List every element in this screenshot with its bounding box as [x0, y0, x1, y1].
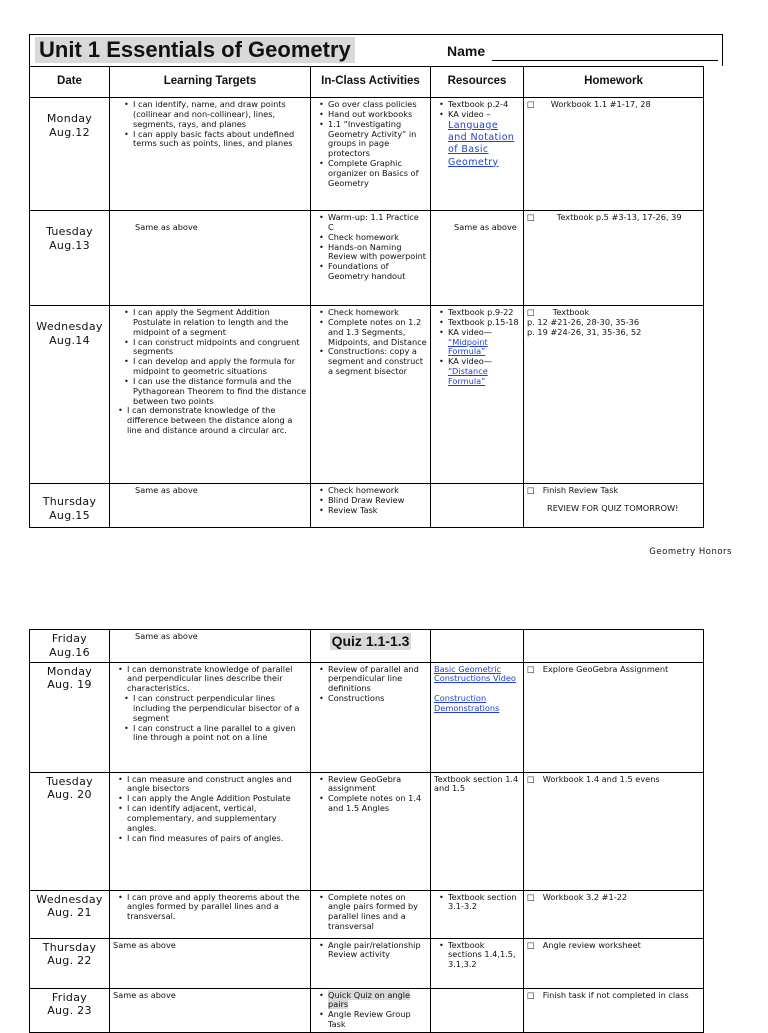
homework-text: Explore GeoGebra Assignment — [542, 663, 669, 674]
activities-cell — [311, 630, 431, 663]
list-item: • I can identify adjacent, vertical, complementary, and supplementary angles. — [127, 804, 307, 834]
activities-cell — [311, 662, 431, 772]
learning-targets-cell — [110, 484, 311, 528]
highlighted-activity: Quick Quiz on angle pairs — [328, 989, 411, 1010]
homework-cell — [524, 484, 704, 528]
table-row — [30, 772, 704, 890]
schedule-table-week2 — [29, 629, 704, 1033]
homework-cell — [524, 211, 704, 306]
learning-targets-cell — [110, 890, 311, 938]
list-item: • Review of parallel and perpendicular line definitions — [328, 665, 427, 695]
list-item: • I can apply basic facts about undefined terms such as points, lines, and planes — [133, 130, 307, 150]
learning-targets-cell — [110, 306, 311, 484]
activities-cell — [311, 306, 431, 484]
table-row — [30, 662, 704, 772]
table-row — [30, 988, 704, 1032]
list-item: • I can find measures of pairs of angles. — [127, 834, 307, 844]
checkbox-icon: □ — [527, 989, 535, 1000]
homework-text: Workbook 3.2 #1-22 — [542, 891, 628, 902]
day-date: Aug. 21 — [47, 906, 92, 920]
footer-course-name: Geometry Honors — [649, 547, 732, 557]
resources-cell — [431, 211, 524, 306]
checkbox-icon: □ — [527, 99, 535, 109]
homework-cell — [524, 772, 704, 890]
learning-targets-cell — [110, 772, 311, 890]
homework-text: p. 12 #21-26, 28-30, 35-36 — [527, 316, 640, 327]
day-name: Thursday — [42, 494, 97, 508]
day-name: Thursday — [42, 940, 97, 954]
checkbox-icon: □ — [527, 773, 535, 784]
list-item: • I can construct a line parallel to a given line through a point not on a line — [133, 724, 307, 744]
list-item: • Constructions: copy a segment and construct a segment bisector — [328, 347, 427, 377]
video-link[interactable]: Language and Notation of Basic Geometry — [448, 119, 515, 168]
day-date: Aug.13 — [49, 238, 90, 252]
homework-text: Angle review worksheet — [542, 939, 641, 950]
list-item: • I can use the distance formula and the Pythagorean Theorem to find the distance between two points — [133, 377, 307, 407]
learning-targets-cell — [110, 662, 311, 772]
list-item: • Angle Review Group Task — [328, 1010, 427, 1030]
homework-cell — [524, 306, 704, 484]
day-name: Wednesday — [36, 320, 103, 333]
list-item: • Hand out workbooks — [328, 110, 427, 120]
list-item: • Textbook sections 1.4,1.5, 3.1,3.2 — [448, 941, 520, 971]
list-item: • Check homework — [328, 308, 427, 318]
construction-demonstrations-link[interactable]: Construction Demonstrations — [434, 693, 500, 714]
resources-cell — [431, 662, 524, 772]
checkbox-icon: □ — [527, 212, 535, 222]
same-as-above-text: Same as above — [113, 939, 176, 950]
table-row — [30, 98, 704, 211]
list-item: • I can measure and construct angles and angle bisectors — [127, 775, 307, 795]
resources-text: Textbook section 1.4 and 1.5 — [434, 773, 519, 794]
date-cell — [30, 772, 110, 890]
list-item: • I can demonstrate knowledge of parallel and perpendicular lines describe their characteristics. — [127, 665, 307, 695]
resources-cell — [431, 890, 524, 938]
homework-cell — [524, 890, 704, 938]
resources-cell — [431, 772, 524, 890]
resources-cell — [431, 630, 524, 663]
column-header-homework: Homework — [524, 67, 704, 98]
day-date: Aug. 20 — [47, 788, 92, 802]
checkbox-icon: □ — [527, 939, 535, 950]
table-row — [30, 890, 704, 938]
list-item: • Textbook p.2-4 — [448, 100, 520, 110]
learning-targets-cell — [110, 630, 311, 663]
list-item: • I can apply the Segment Addition Postulate in relation to length and the midpoint of a segment — [133, 308, 307, 338]
day-date: Aug.14 — [49, 333, 90, 347]
list-item: • I can demonstrate knowledge of the difference between the distance along a line and distance around a circular arc. — [127, 406, 307, 436]
distance-formula-link[interactable]: “Distance Formula” — [448, 366, 488, 386]
resources-text: Same as above — [454, 222, 517, 232]
date-cell — [30, 306, 110, 484]
resources-cell — [431, 306, 524, 484]
same-as-above-text: Same as above — [135, 485, 198, 495]
list-item: • Check homework — [328, 486, 427, 496]
list-item: • Review GeoGebra assignment — [328, 775, 427, 795]
list-item: • Foundations of Geometry handout — [328, 262, 427, 282]
column-header-learning-targets: Learning Targets — [110, 67, 311, 98]
day-name: Friday — [51, 990, 88, 1004]
same-as-above-text: Same as above — [135, 631, 198, 641]
homework-cell — [524, 662, 704, 772]
list-item: • Textbook p.9-22 — [448, 308, 520, 318]
learning-targets-cell — [110, 98, 311, 211]
document-title: Unit 1 Essentials of Geometry — [35, 37, 355, 63]
midpoint-formula-link[interactable]: “Midpoint Formula” — [448, 336, 488, 357]
resources-cell — [431, 938, 524, 988]
list-item: • I can construct perpendicular lines including the perpendicular bisector of a segment — [133, 694, 307, 724]
homework-cell — [524, 630, 704, 663]
name-label: Name — [447, 43, 486, 59]
homework-cell — [524, 98, 704, 211]
homework-cell — [524, 988, 704, 1032]
activities-cell — [311, 938, 431, 988]
date-cell — [30, 662, 110, 772]
day-date: Aug.15 — [49, 508, 90, 522]
homework-text: p. 19 #24-26, 31, 35-36, 52 — [527, 326, 642, 337]
day-date: Aug. 22 — [47, 954, 92, 968]
activities-cell — [311, 484, 431, 528]
homework-text: Workbook 1.1 #1-17, 28 — [550, 99, 651, 109]
list-item — [448, 110, 520, 169]
list-item: • Complete Graphic organizer on Basics of Geometry — [328, 159, 427, 189]
date-cell — [30, 988, 110, 1032]
name-blank-line — [492, 60, 718, 61]
activities-cell — [311, 890, 431, 938]
checkbox-icon: □ — [527, 485, 535, 495]
homework-text: Finish Review Task — [542, 485, 619, 495]
same-as-above-text: Same as above — [135, 222, 198, 232]
day-date: Aug. 23 — [47, 1004, 92, 1018]
day-name: Wednesday — [36, 892, 103, 906]
column-header-activities: In-Class Activities — [311, 67, 431, 98]
activities-cell — [311, 988, 431, 1032]
checkbox-icon: □ — [527, 663, 535, 674]
checkbox-icon: □ — [527, 891, 535, 902]
day-date: Aug.16 — [49, 645, 90, 659]
list-item: • Complete notes on 1.2 and 1.3 Segments, Midpoints, and Distance — [328, 318, 427, 348]
list-item: • Blind Draw Review — [328, 496, 427, 506]
date-cell — [30, 938, 110, 988]
resources-cell — [431, 988, 524, 1032]
learning-targets-cell — [110, 988, 311, 1032]
quiz-label: Quiz 1.1-1.3 — [331, 633, 410, 649]
list-item: • I can develop and apply the formula for midpoint to geometric situations — [133, 357, 307, 377]
homework-text: Workbook 1.4 and 1.5 evens — [542, 773, 660, 784]
learning-targets-cell — [110, 938, 311, 988]
list-item: • I can construct midpoints and congruent segments — [133, 338, 307, 358]
list-item — [448, 357, 520, 387]
list-item — [328, 991, 427, 1011]
list-item: • 1.1 “Investigating Geometry Activity” in groups in page protectors — [328, 120, 427, 159]
homework-text: Textbook p.5 #3-13, 17-26, 39 — [556, 212, 682, 222]
homework-text: REVIEW FOR QUIZ TOMORROW! — [547, 502, 679, 513]
constructions-video-link[interactable]: Basic Geometric Constructions Video — [434, 663, 516, 684]
day-name: Monday — [46, 664, 93, 678]
table-row — [30, 211, 704, 306]
day-date: Aug.12 — [49, 125, 90, 139]
list-item: • I can apply the Angle Addition Postulate — [127, 794, 307, 804]
table-row — [30, 306, 704, 484]
date-cell — [30, 890, 110, 938]
video-label: KA video— — [448, 326, 492, 337]
day-date: Aug. 19 — [47, 678, 92, 692]
table-row — [30, 938, 704, 988]
activities-cell — [311, 211, 431, 306]
video-label: KA video – — [448, 108, 491, 119]
list-item: • Textbook p.15-18 — [448, 318, 520, 328]
table-header-row — [30, 67, 704, 98]
column-header-resources: Resources — [431, 67, 524, 98]
date-cell — [30, 630, 110, 663]
video-label: KA video— — [448, 356, 492, 367]
activities-cell — [311, 772, 431, 890]
list-item: • Check homework — [328, 233, 427, 243]
schedule-table-week1 — [29, 66, 704, 528]
date-cell — [30, 211, 110, 306]
list-item: • I can prove and apply theorems about the angles formed by parallel lines and a transversal. — [127, 893, 307, 923]
list-item: • Angle pair/relationship Review activity — [328, 941, 427, 961]
homework-text: Textbook — [552, 307, 590, 317]
list-item — [448, 328, 520, 358]
list-item: • Go over class policies — [328, 100, 427, 110]
same-as-above-text: Same as above — [113, 989, 176, 1000]
list-item: • Textbook section 3.1-3.2 — [448, 893, 520, 913]
date-cell — [30, 98, 110, 211]
resources-cell — [431, 98, 524, 211]
date-cell — [30, 484, 110, 528]
table-row — [30, 484, 704, 528]
list-item: • Hands-on Naming Review with powerpoint — [328, 243, 427, 263]
checkbox-icon: □ — [527, 307, 535, 317]
list-item: • Warm-up: 1.1 Practice C — [328, 213, 427, 233]
activities-cell — [311, 98, 431, 211]
homework-cell — [524, 938, 704, 988]
day-name: Monday — [46, 112, 93, 125]
document-header — [29, 34, 723, 66]
day-name: Tuesday — [46, 774, 93, 788]
resources-cell — [431, 484, 524, 528]
table-row — [30, 630, 704, 663]
learning-targets-cell — [110, 211, 311, 306]
list-item: • Complete notes on 1.4 and 1.5 Angles — [328, 794, 427, 814]
list-item: • I can identify, name, and draw points (collinear and non-collinear), lines, segments, rays, and planes — [133, 100, 307, 130]
list-item: • Complete notes on angle pairs formed by parallel lines and a transversal — [328, 893, 427, 932]
day-name: Friday — [51, 632, 88, 645]
list-item: • Review Task — [328, 506, 427, 516]
day-name: Tuesday — [46, 225, 93, 238]
column-header-date: Date — [30, 67, 110, 98]
list-item: • Constructions — [328, 694, 427, 704]
homework-text: Finish task if not completed in class — [542, 989, 689, 1000]
